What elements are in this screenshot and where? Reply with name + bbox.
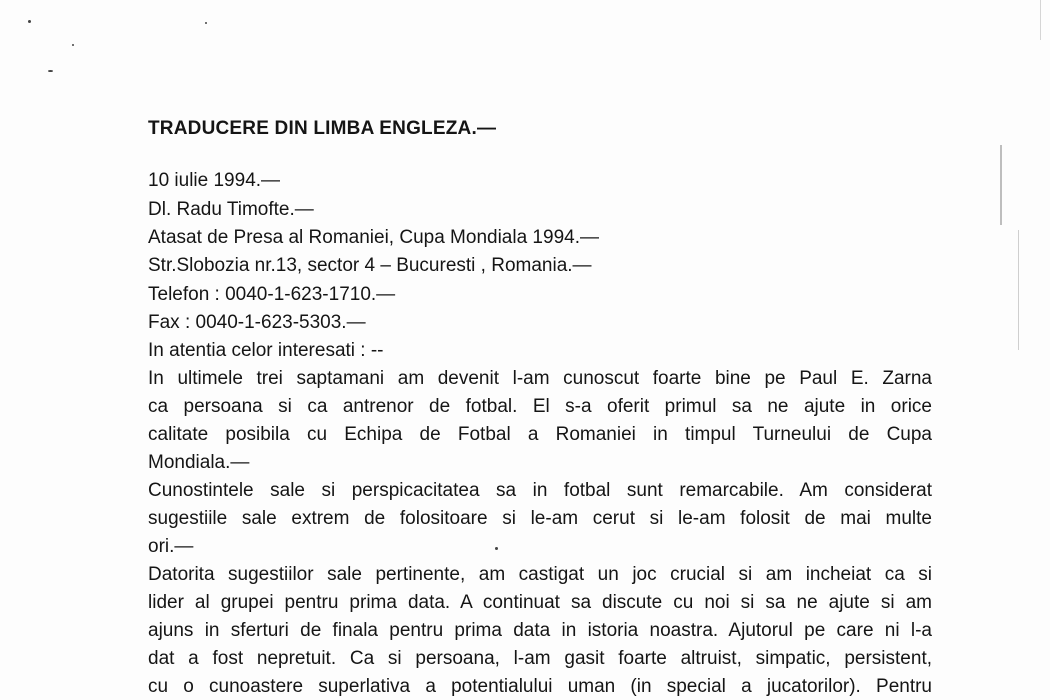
body-text-line: Datorita sugestiilor sale pertinente, am castigat un joc crucial si am incheiat ca si [148,564,932,585]
date-line: 10 iulie 1994.— [148,170,281,191]
phone-line: Telefon : 0040-1-623-1710.— [148,284,396,305]
body-text-line: Mondiala.— [148,452,250,473]
scan-edge-mark [1000,145,1002,225]
scan-speck [205,22,207,24]
body-text-line: ajuns in sferturi de finala pentru prima data in istoria noastra. Ajutorul pe care ni l-a [148,620,932,641]
document-title: TRADUCERE DIN LIMBA ENGLEZA.— [148,118,497,139]
scan-edge-mark [1040,0,1041,40]
body-text-line: sugestiile sale extrem de folositoare si le-am cerut si le-am folosit de mai multe [148,508,932,529]
body-text-line: dat a fost nepretuit. Ca si persoana, l-am gasit foarte altruist, simpatic, persistent, [148,648,932,669]
recipient-name-line: Dl. Radu Timofte.— [148,199,314,220]
scan-speck [72,44,74,46]
body-text-line: calitate posibila cu Echipa de Fotbal a Romaniei in timpul Turneului de Cupa [148,424,932,445]
recipient-title-line: Atasat de Presa al Romaniei, Cupa Mondiala 1994.— [148,227,599,248]
body-text-line: ca persoana si ca antrenor de fotbal. El s-a oferit primul sa ne ajute in orice [148,396,932,417]
scan-speck [28,20,31,23]
body-text-line: cu o cunoastere superlativa a potentialului uman (in special a jucatorilor). Pentru [148,676,932,697]
scan-edge-mark [1018,230,1019,350]
salutation-line: In atentia celor interesati : -- [148,340,384,361]
scan-speck [48,70,53,72]
body-text-line: Cunostintele sale si perspicacitatea sa in fotbal sunt remarcabile. Am considerat [148,480,932,501]
body-text-line: ori.— [148,536,194,557]
address-line: Str.Slobozia nr.13, sector 4 – Bucuresti , Romania.— [148,255,592,276]
fax-line: Fax : 0040-1-623-5303.— [148,312,366,333]
body-text-line: lider al grupei pentru prima data. A continuat sa discute cu noi si sa ne ajute si am [148,592,932,613]
body-text-line: In ultimele trei saptamani am devenit l-am cunoscut foarte bine pe Paul E. Zarna [148,368,932,389]
